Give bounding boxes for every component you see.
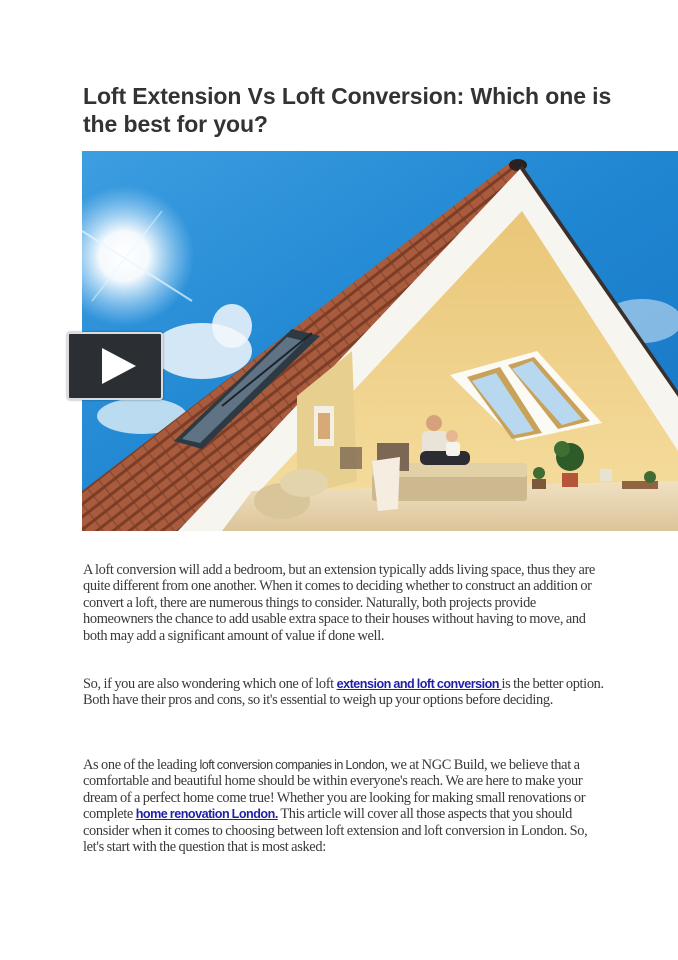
paragraph-intro-text: A loft conversion will add a bedroom, but an extension typically adds living space, thus they are quite different from one another. When it comes to deciding whether to construct an addition or convert a loft, there are numerous things to consider. Naturally, both projects provide homeowners the chance to add usable extra space to their houses without having to move, and both may add a significant amount of value if done well. bbox=[83, 562, 595, 644]
extension-and-loft-conversion-link[interactable]: extension and loft conversion bbox=[336, 677, 502, 691]
paragraph-company bbox=[83, 757, 608, 855]
paragraph-options-text-before: So, if you are also wondering which one of loft bbox=[83, 676, 337, 692]
video-play-button[interactable] bbox=[67, 332, 163, 400]
hero-image bbox=[82, 151, 678, 531]
loft-illustration bbox=[82, 151, 678, 531]
paragraph-options bbox=[83, 676, 608, 709]
loft-conversion-companies-emphasis: loft conversion companies in London bbox=[199, 758, 385, 772]
paragraph-company-text-2: , we at NGC Build, we believe that a comfortable and beautiful home should be within everyone's reach. We are here to make your dream of a perfect home come true! Whether you are looking for making small renovations or complete bbox=[83, 757, 586, 823]
play-icon bbox=[102, 348, 136, 384]
paragraph-options-text-after: is the better option. Both have their pros and cons, so it's essential to weigh up your options before deciding. bbox=[83, 676, 604, 709]
paragraph-company-text-1: As one of the leading bbox=[83, 757, 200, 773]
paragraph-intro bbox=[83, 562, 608, 644]
page-title: Loft Extension Vs Loft Conversion: Which one is the best for you? bbox=[83, 83, 612, 137]
paragraph-company-text-3: This article will cover all those aspects that you should consider when it comes to choosing between loft extension and loft conversion in London. So, let's start with the question that is most asked: bbox=[83, 806, 588, 856]
home-renovation-london-link[interactable]: home renovation London. bbox=[135, 807, 278, 822]
